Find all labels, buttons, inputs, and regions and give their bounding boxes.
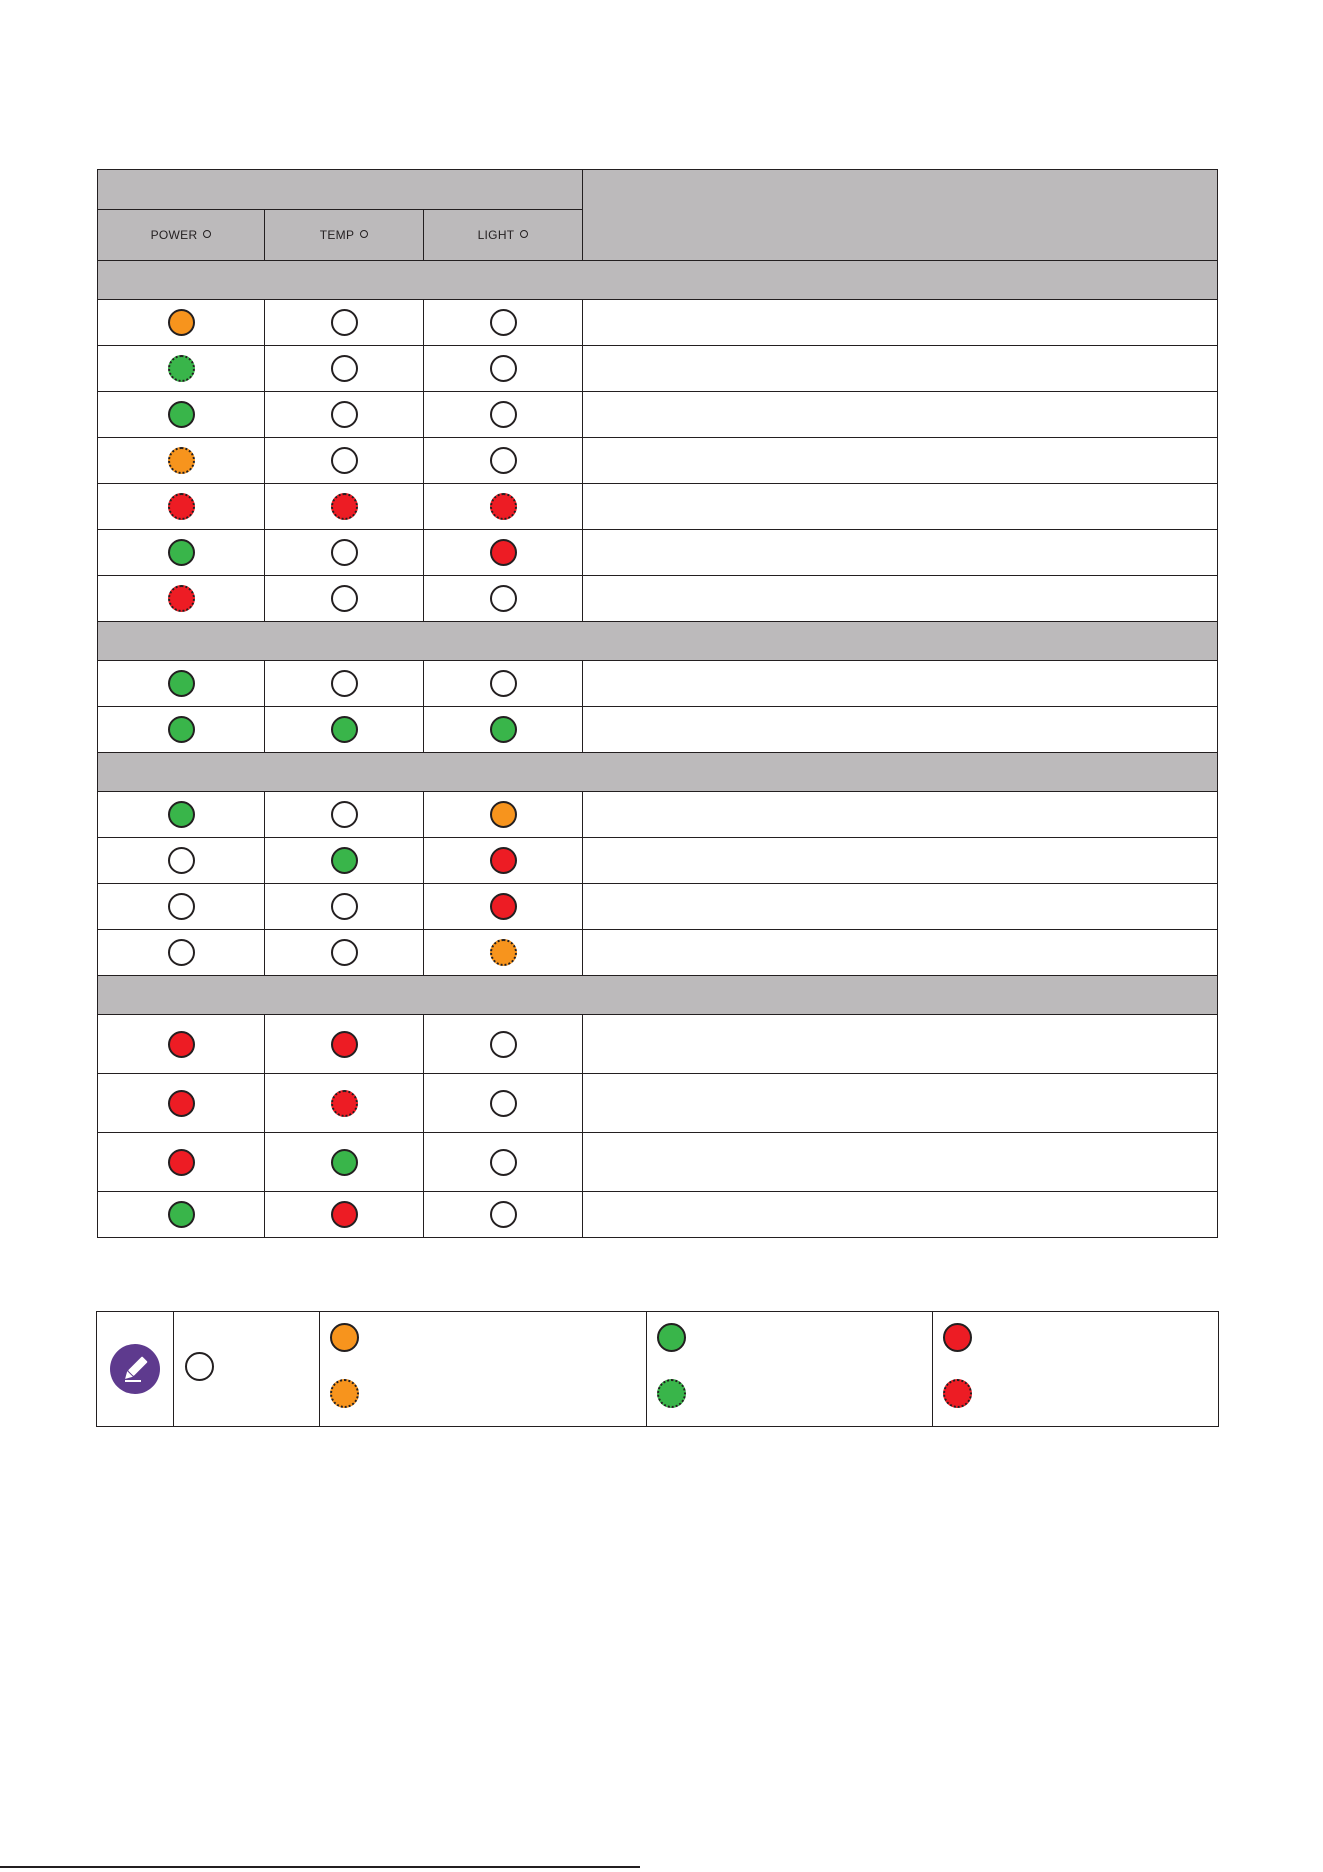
temp-led-cell [265, 1015, 424, 1074]
led-off-icon [490, 447, 517, 474]
light-column-label: LIGHT [477, 228, 515, 242]
temp-led-cell [265, 838, 424, 884]
led-off-icon [331, 401, 358, 428]
light-column-header [424, 210, 583, 261]
power-led-cell [98, 1015, 265, 1074]
table-row [98, 707, 1218, 753]
led-off-icon [331, 309, 358, 336]
table-row [98, 661, 1218, 707]
led-green-on-icon [168, 716, 195, 743]
led-off-icon [490, 585, 517, 612]
status-description-header [583, 170, 1218, 261]
temp-led-cell [265, 884, 424, 930]
led-off-icon [490, 355, 517, 382]
led-red-on-icon [331, 1201, 358, 1228]
status-description [583, 930, 1218, 976]
temp-led-cell [265, 484, 424, 530]
led-orange-flashing-icon [490, 939, 517, 966]
legend-red-cell [933, 1312, 1219, 1427]
led-red-flashing-icon [331, 1090, 358, 1117]
led-green-on-icon [331, 847, 358, 874]
status-description [583, 707, 1218, 753]
power-led-cell [98, 1192, 265, 1238]
led-off-icon [331, 801, 358, 828]
led-green-on-icon [657, 1323, 686, 1352]
temp-led-cell [265, 661, 424, 707]
table-row [98, 576, 1218, 622]
led-green-flashing-icon [657, 1379, 686, 1408]
pencil-icon [110, 1344, 160, 1394]
led-off-icon [490, 670, 517, 697]
led-orange-flashing-icon [330, 1379, 359, 1408]
light-led-cell [424, 1133, 583, 1192]
table-row [98, 300, 1218, 346]
table-row [98, 1192, 1218, 1238]
table-row [98, 438, 1218, 484]
led-orange-on-icon [168, 309, 195, 336]
led-off-icon [490, 1090, 517, 1117]
led-green-on-icon [168, 801, 195, 828]
power-led-cell [98, 530, 265, 576]
table-row [98, 792, 1218, 838]
table-row [98, 392, 1218, 438]
power-led-cell [98, 576, 265, 622]
temp-led-cell [265, 530, 424, 576]
note-icon-cell [97, 1312, 174, 1427]
table-row [98, 1074, 1218, 1133]
light-led-cell [424, 392, 583, 438]
table-row [98, 838, 1218, 884]
power-led-cell [98, 346, 265, 392]
status-description [583, 1074, 1218, 1133]
section-header [98, 622, 1218, 661]
light-led-cell [424, 346, 583, 392]
table-row [98, 930, 1218, 976]
light-led-cell [424, 1015, 583, 1074]
temp-led-cell [265, 346, 424, 392]
temp-led-cell [265, 392, 424, 438]
legend-off-cell [174, 1312, 320, 1427]
led-red-on-icon [331, 1031, 358, 1058]
led-green-on-icon [331, 716, 358, 743]
power-led-cell [98, 838, 265, 884]
led-off-icon [331, 670, 358, 697]
light-led-cell [424, 792, 583, 838]
led-green-on-icon [331, 1149, 358, 1176]
led-green-flashing-icon [168, 355, 195, 382]
led-green-on-icon [168, 401, 195, 428]
status-description [583, 1015, 1218, 1074]
section-header [98, 976, 1218, 1015]
power-led-cell [98, 884, 265, 930]
table-row [98, 884, 1218, 930]
led-off-icon [331, 355, 358, 382]
led-off-icon [331, 893, 358, 920]
led-red-on-icon [168, 1149, 195, 1176]
status-description [583, 1192, 1218, 1238]
status-description [583, 1133, 1218, 1192]
led-red-on-icon [490, 539, 517, 566]
led-off-icon [490, 1201, 517, 1228]
led-red-flashing-icon [168, 585, 195, 612]
light-led-cell [424, 484, 583, 530]
led-off-icon [331, 447, 358, 474]
light-led-cell [424, 838, 583, 884]
power-column-label: POWER [150, 228, 198, 242]
led-green-on-icon [168, 539, 195, 566]
light-led-cell [424, 661, 583, 707]
status-description [583, 576, 1218, 622]
temp-led-cell [265, 707, 424, 753]
power-column-header [98, 210, 265, 261]
status-description [583, 300, 1218, 346]
temp-led-cell [265, 300, 424, 346]
power-led-cell [98, 792, 265, 838]
section-header [98, 261, 1218, 300]
table-row [98, 1133, 1218, 1192]
led-orange-flashing-icon [168, 447, 195, 474]
status-description [583, 530, 1218, 576]
legend-green-cell [647, 1312, 933, 1427]
led-green-on-icon [490, 716, 517, 743]
indicator-icon [203, 230, 211, 238]
led-green-on-icon [168, 670, 195, 697]
light-led-cell [424, 530, 583, 576]
power-led-cell [98, 300, 265, 346]
power-led-cell [98, 392, 265, 438]
section-header [98, 753, 1218, 792]
footer-rule [0, 1866, 640, 1868]
led-green-on-icon [168, 1201, 195, 1228]
light-led-cell [424, 438, 583, 484]
led-off-icon [185, 1352, 214, 1381]
temp-column-label: TEMP [319, 228, 355, 242]
power-led-cell [98, 438, 265, 484]
led-off-icon [168, 939, 195, 966]
led-off-icon [331, 939, 358, 966]
indicator-icon [520, 230, 528, 238]
status-description [583, 392, 1218, 438]
led-off-icon [331, 539, 358, 566]
light-led-cell [424, 884, 583, 930]
temp-led-cell [265, 792, 424, 838]
power-led-cell [98, 1133, 265, 1192]
light-led-cell [424, 576, 583, 622]
indicator-group-header [98, 170, 583, 210]
status-description [583, 838, 1218, 884]
temp-led-cell [265, 930, 424, 976]
led-red-on-icon [943, 1323, 972, 1352]
temp-led-cell [265, 1133, 424, 1192]
status-description [583, 346, 1218, 392]
led-off-icon [168, 893, 195, 920]
table-row [98, 530, 1218, 576]
light-led-cell [424, 930, 583, 976]
temp-column-header [265, 210, 424, 261]
led-off-icon [490, 1031, 517, 1058]
status-description [583, 484, 1218, 530]
light-led-cell [424, 707, 583, 753]
power-led-cell [98, 1074, 265, 1133]
status-description [583, 884, 1218, 930]
power-led-cell [98, 484, 265, 530]
temp-led-cell [265, 438, 424, 484]
table-row [98, 346, 1218, 392]
legend-note-box [96, 1311, 1219, 1427]
led-off-icon [168, 847, 195, 874]
led-red-flashing-icon [943, 1379, 972, 1408]
table-row [98, 484, 1218, 530]
table-row [98, 1015, 1218, 1074]
led-red-flashing-icon [490, 493, 517, 520]
led-off-icon [331, 585, 358, 612]
led-red-on-icon [490, 893, 517, 920]
power-led-cell [98, 930, 265, 976]
legend-orange-cell [320, 1312, 647, 1427]
led-red-on-icon [168, 1090, 195, 1117]
led-off-icon [490, 309, 517, 336]
temp-led-cell [265, 1192, 424, 1238]
status-description [583, 438, 1218, 484]
led-red-flashing-icon [168, 493, 195, 520]
led-orange-on-icon [490, 801, 517, 828]
light-led-cell [424, 1192, 583, 1238]
led-off-icon [490, 1149, 517, 1176]
led-off-icon [490, 401, 517, 428]
led-orange-on-icon [330, 1323, 359, 1352]
temp-led-cell [265, 576, 424, 622]
temp-led-cell [265, 1074, 424, 1133]
led-red-on-icon [490, 847, 517, 874]
status-description [583, 661, 1218, 707]
power-led-cell [98, 707, 265, 753]
led-red-on-icon [168, 1031, 195, 1058]
light-led-cell [424, 300, 583, 346]
status-description [583, 792, 1218, 838]
led-red-flashing-icon [331, 493, 358, 520]
power-led-cell [98, 661, 265, 707]
indicator-icon [360, 230, 368, 238]
light-led-cell [424, 1074, 583, 1133]
led-indicator-table [97, 169, 1218, 1238]
